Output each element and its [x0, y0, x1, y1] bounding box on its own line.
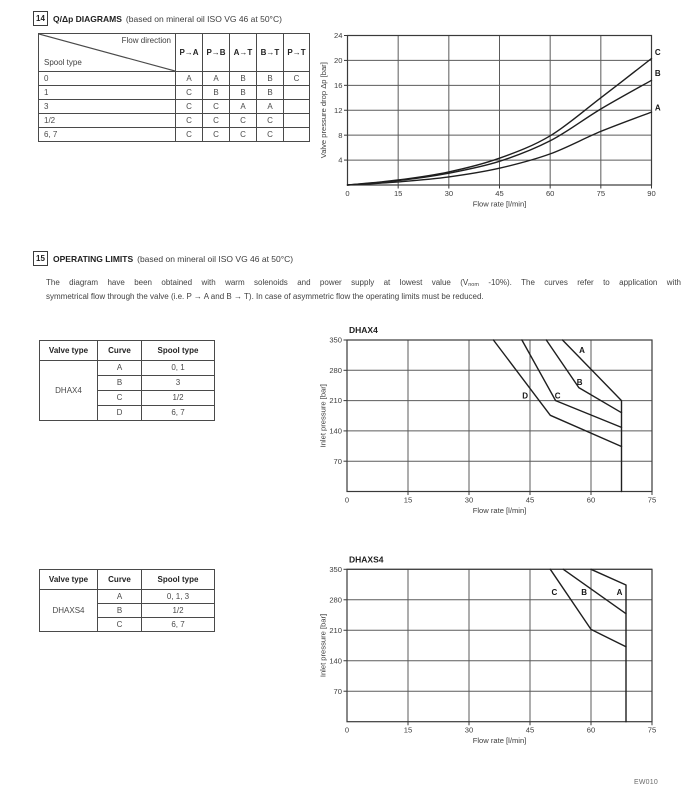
- curve-cell: A: [98, 590, 142, 604]
- section-15-title: OPERATING LIMITS: [53, 253, 134, 264]
- y-tick-label: 140: [329, 426, 342, 436]
- y-tick-label: 20: [334, 56, 343, 66]
- curve-ref-cell: A: [203, 72, 230, 86]
- curve-ref-cell: B: [230, 86, 257, 100]
- table-header-row: [40, 341, 215, 361]
- curve-cell: C: [98, 391, 142, 406]
- curve-ref-cell: C: [176, 86, 203, 100]
- spool-type-cell: 0: [39, 72, 176, 86]
- chart-title: DHAXS4: [349, 554, 384, 565]
- x-tick-label: 0: [344, 495, 350, 505]
- spool-type-cell: 1/2: [39, 114, 176, 128]
- curve-ref-cell: B: [230, 72, 257, 86]
- curve-ref-cell: B: [203, 86, 230, 100]
- curve-ref-cell: C: [257, 114, 284, 128]
- x-tick-label: 30: [464, 725, 474, 735]
- note-line-2: symmetrical flow through the valve (i.e. P → A and B → T). In case of asymmetric flow the operating limits must be reduced.: [46, 292, 484, 302]
- y-tick-label: 210: [329, 625, 342, 635]
- spool-cell: 1/2: [142, 391, 215, 406]
- curve-C: [522, 340, 622, 427]
- y-axis-label: Inlet pressure [bar]: [318, 613, 328, 678]
- flow-col-header: P→A: [176, 34, 203, 72]
- table-row: [40, 590, 215, 604]
- x-tick-label: 75: [596, 189, 606, 198]
- spool-cell: 1/2: [142, 604, 215, 618]
- valve-type-cell: DHAX4: [40, 361, 98, 421]
- col-header-valve-type: Valve type: [40, 341, 98, 361]
- x-tick-label: 45: [525, 495, 535, 505]
- curve-ref-cell: C: [230, 114, 257, 128]
- curve-label-A: A: [616, 587, 623, 597]
- curve-ref-cell: [284, 100, 310, 114]
- y-tick-label: 210: [329, 396, 342, 406]
- curve-cell: B: [98, 604, 142, 618]
- curve-ref-cell: C: [230, 128, 257, 142]
- plot-border: [347, 569, 652, 721]
- spool-type-cell: 1: [39, 86, 176, 100]
- y-tick-label: 350: [329, 335, 342, 345]
- y-tick-label: 8: [338, 130, 343, 140]
- flow-col-header: B→T: [257, 34, 284, 72]
- flow-col-header: A→T: [230, 34, 257, 72]
- corner-cell: [39, 34, 176, 72]
- y-tick-label: 12: [334, 105, 343, 115]
- section-15-header: [33, 251, 293, 266]
- col-header-valve-type: Valve type: [40, 570, 98, 590]
- y-axis-label: Valve pressure drop Δp [bar]: [319, 62, 328, 159]
- note-line-1: The diagram have been obtained with warm solenoids and power supply at lowest value ($V_{nom}$ -10%). The curves refer to application with: [46, 278, 681, 288]
- x-tick-label: 0: [344, 725, 350, 735]
- curve-label-C: C: [551, 587, 558, 597]
- x-tick-label: 60: [586, 495, 596, 505]
- curve-label-A: A: [654, 103, 661, 113]
- dhaxs4-curve-table: [39, 569, 215, 632]
- curve-ref-cell: C: [203, 100, 230, 114]
- curve-label-B: B: [581, 587, 587, 597]
- section-14-number-box: 14: [33, 11, 48, 26]
- x-tick-label: 15: [403, 495, 413, 505]
- curve-C: [550, 569, 626, 647]
- x-tick-label: 30: [444, 189, 454, 198]
- curve-ref-cell: C: [284, 72, 310, 86]
- curve-ref-cell: A: [230, 100, 257, 114]
- x-axis-label: Flow rate [l/min]: [472, 736, 527, 746]
- curve-ref-cell: A: [257, 100, 284, 114]
- curve-label-D: D: [522, 391, 529, 401]
- y-tick-label: 70: [333, 456, 342, 466]
- x-tick-label: 15: [393, 189, 403, 198]
- x-tick-label: 75: [647, 495, 657, 505]
- v-nom-subscript: nom: [468, 282, 479, 288]
- section-15-number-box: 15: [33, 251, 48, 266]
- x-tick-label: 0: [345, 189, 350, 198]
- x-tick-label: 45: [495, 189, 504, 198]
- x-tick-label: 60: [545, 189, 555, 198]
- x-tick-label: 75: [647, 725, 657, 735]
- y-tick-label: 16: [334, 80, 343, 90]
- y-tick-label: 140: [329, 656, 342, 666]
- spool-cell: 3: [142, 376, 215, 391]
- flow-col-header: P→B: [203, 34, 230, 72]
- section-14-header: [33, 11, 282, 26]
- col-header-spool-type: Spool type: [142, 570, 215, 590]
- col-header-curve: Curve: [98, 341, 142, 361]
- y-tick-label: 350: [329, 564, 342, 574]
- curve-label-B: B: [654, 69, 661, 79]
- curve-cell: C: [98, 618, 142, 632]
- section-14-title: Q/Δp DIAGRAMS: [53, 13, 122, 24]
- operating-limits-note: [46, 277, 681, 302]
- curve-ref-cell: A: [176, 72, 203, 86]
- flow-direction-table: [38, 33, 310, 142]
- curve-ref-cell: [284, 114, 310, 128]
- valve-type-cell: DHAXS4: [40, 590, 98, 632]
- curve-ref-cell: [284, 86, 310, 100]
- table-header-row: [40, 570, 215, 590]
- curve-cell: A: [98, 361, 142, 376]
- x-tick-label: 60: [586, 725, 596, 735]
- section-14-subtitle: (based on mineral oil ISO VG 46 at 50°C): [125, 13, 282, 24]
- x-tick-label: 45: [525, 725, 535, 735]
- curve-label-B: B: [576, 378, 583, 388]
- y-tick-label: 4: [338, 155, 343, 165]
- curve-ref-cell: C: [176, 114, 203, 128]
- spool-type-cell: 6, 7: [39, 128, 176, 142]
- x-axis-label: Flow rate [l/min]: [472, 506, 527, 515]
- spool-cell: 6, 7: [142, 406, 215, 421]
- y-axis-label: Inlet pressure [bar]: [318, 384, 328, 448]
- corner-label-flow-direction: Flow direction: [121, 36, 171, 45]
- corner-label-spool-type: Spool type: [44, 58, 82, 67]
- y-tick-label: 70: [333, 686, 342, 696]
- flow-col-header: P→T: [284, 34, 310, 72]
- curve-ref-cell: C: [203, 114, 230, 128]
- curve-ref-cell: C: [176, 100, 203, 114]
- x-tick-label: 30: [464, 495, 474, 505]
- spool-type-cell: 3: [39, 100, 176, 114]
- chart-title: DHAX4: [349, 325, 378, 335]
- curve-cell: B: [98, 376, 142, 391]
- curve-cell: D: [98, 406, 142, 421]
- section-15-subtitle: (based on mineral oil ISO VG 46 at 50°C): [137, 253, 294, 264]
- curve-label-C: C: [554, 391, 561, 401]
- table-row: [39, 128, 310, 142]
- curve-ref-cell: C: [203, 128, 230, 142]
- table-row: [39, 100, 310, 114]
- table-row: [39, 86, 310, 100]
- dhax4-chart: [312, 318, 693, 518]
- curve-ref-cell: C: [257, 128, 284, 142]
- table-row: [40, 361, 215, 376]
- curve-ref-cell: C: [176, 128, 203, 142]
- qdp-chart: [312, 22, 693, 216]
- page-code: EW010: [634, 779, 658, 786]
- curve-ref-cell: [284, 128, 310, 142]
- curve-ref-cell: B: [257, 86, 284, 100]
- spool-cell: 6, 7: [142, 618, 215, 632]
- y-tick-label: 24: [334, 31, 343, 41]
- plot-border: [347, 340, 652, 492]
- x-tick-label: 15: [403, 725, 413, 735]
- spool-cell: 0, 1: [142, 361, 215, 376]
- dhaxs4-chart: [312, 547, 693, 749]
- curve-label-C: C: [654, 47, 661, 57]
- y-tick-label: 280: [329, 365, 342, 375]
- spool-cell: 0, 1, 3: [142, 590, 215, 604]
- x-axis-label: Flow rate [l/min]: [472, 199, 527, 209]
- y-tick-label: 280: [329, 595, 342, 605]
- col-header-spool-type: Spool type: [142, 341, 215, 361]
- curve-ref-cell: B: [257, 72, 284, 86]
- table-row: [39, 72, 310, 86]
- col-header-curve: Curve: [98, 570, 142, 590]
- curve-label-A: A: [579, 345, 585, 355]
- x-tick-label: 90: [647, 189, 656, 198]
- table-row: [39, 114, 310, 128]
- flow-table-header-row: [39, 34, 310, 72]
- dhax4-curve-table: [39, 340, 215, 421]
